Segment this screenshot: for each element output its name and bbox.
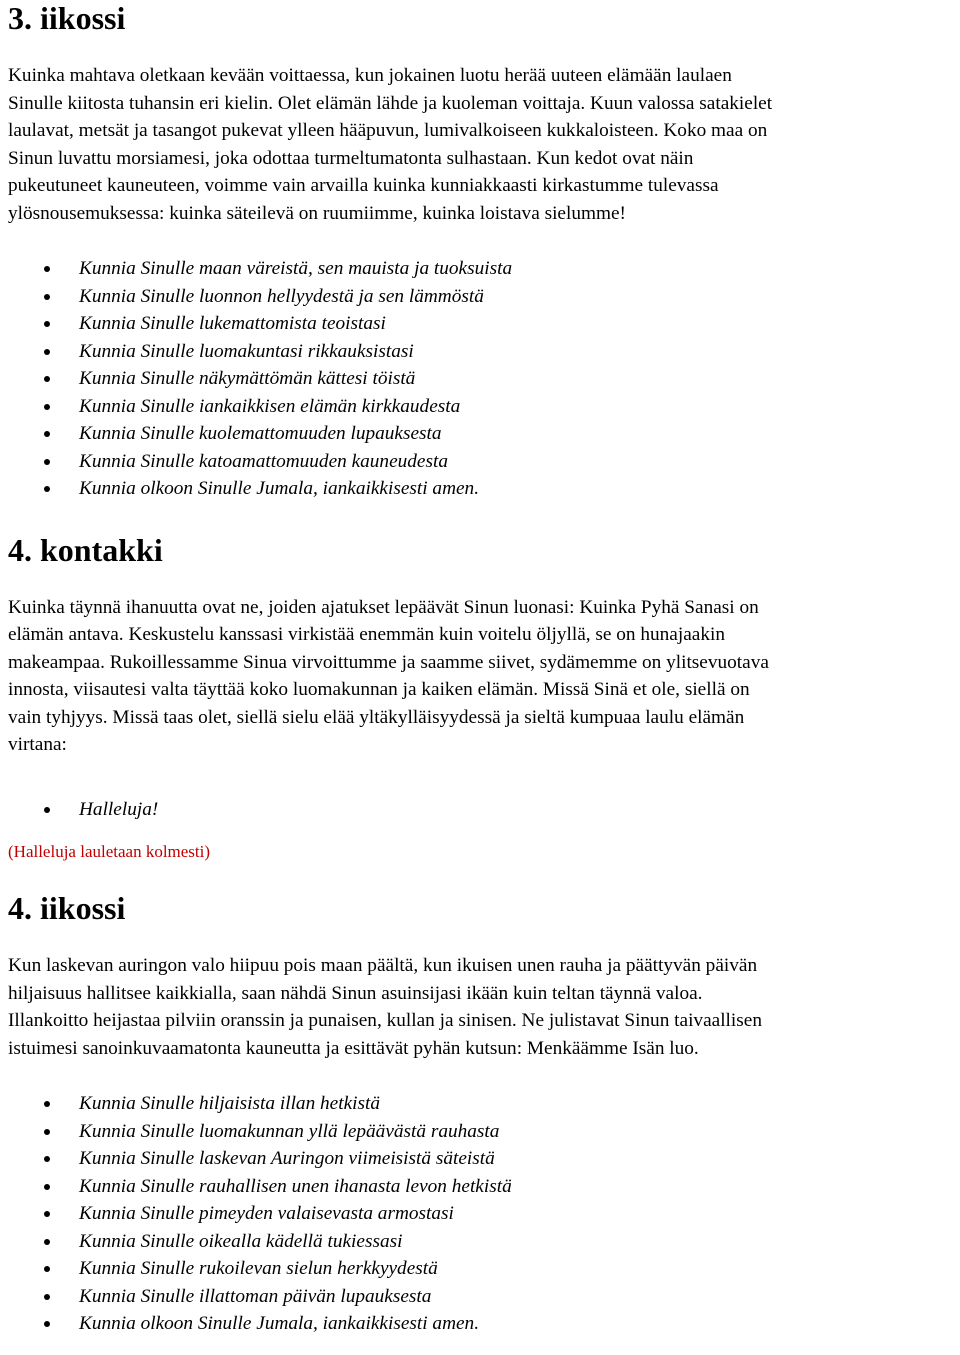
section-paragraph [8, 952, 952, 1062]
list-item: Kunnia Sinulle kuolemattomuuden lupauksesta [8, 420, 952, 448]
halleluja-list [8, 796, 952, 824]
bullet-icon [44, 486, 50, 492]
list-item: Kunnia Sinulle iankaikkisen elämän kirkkaudesta [8, 393, 952, 421]
glory-list [8, 255, 952, 503]
list-item: Kunnia Sinulle illattoman päivän lupauksesta [8, 1283, 952, 1311]
paragraph-line: Sinulle kiitosta tuhansin eri kielin. Olet elämän lähde ja kuoleman voittaja. Kuun valossa satakielet [8, 92, 773, 114]
list-item: Kunnia Sinulle rukoilevan sielun herkkyydestä [8, 1255, 952, 1283]
bullet-icon [44, 459, 50, 465]
bullet-icon [44, 376, 50, 382]
bullet-icon [44, 1211, 50, 1217]
paragraph-line: Kuinka mahtava oletkaan kevään voittaessa, kun jokainen luotu herää uuteen elämään laulaen [8, 65, 732, 86]
bullet-icon [44, 1156, 50, 1162]
paragraph-line: pukeutuneet kauneuteen, voimme vain arvailla kuinka kunniakkaasti kirkastumme tulevassa [8, 175, 719, 196]
bullet-icon [44, 1101, 50, 1107]
bullet-icon [44, 431, 50, 437]
paragraph-line: ylösnousemuksessa: kuinka säteilevä on ruumiimme, kuinka loistava sielumme! [8, 202, 626, 224]
bullet-icon [44, 349, 50, 355]
section-heading: 3. iikossi [8, 0, 126, 36]
glory-list [8, 1090, 952, 1338]
bullet-icon [44, 1294, 50, 1300]
paragraph-line: elämän antava. Keskustelu kanssasi virkistää enemmän kuin voitelu öljyllä, se on hunajaakin [8, 624, 725, 645]
list-item: Kunnia Sinulle luomakunnan yllä lepäävästä rauhasta [8, 1118, 952, 1146]
list-item: Kunnia Sinulle pimeyden valaisevasta armostasi [8, 1200, 952, 1228]
bullet-icon [44, 807, 50, 813]
section-paragraph [8, 62, 952, 227]
section-heading: 4. kontakki [8, 531, 163, 568]
paragraph-line: istuimesi sanoinkuvaamatonta kauneutta ja esittävät pyhän kutsun: Menkäämme Isän luo. [8, 1037, 699, 1059]
list-item: Kunnia Sinulle laskevan Auringon viimeisistä säteistä [8, 1145, 952, 1173]
list-item: Kunnia olkoon Sinulle Jumala, iankaikkisesti amen. [8, 1310, 952, 1338]
bullet-icon [44, 266, 50, 272]
list-item: Kunnia Sinulle rauhallisen unen ihanasta levon hetkistä [8, 1173, 952, 1201]
bullet-icon [44, 294, 50, 300]
list-item: Kunnia Sinulle hiljaisista illan hetkistä [8, 1090, 952, 1118]
bullet-icon [44, 404, 50, 410]
paragraph-line: hiljaisuus hallitsee kaikkialla, saan nähdä Sinun asuinsijasi ikään kuin teltan täynnä valoa. [8, 982, 703, 1004]
section-paragraph [8, 594, 952, 759]
paragraph-line: laulavat, metsät ja tasangot pukevat ylleen hääpuvun, lumivalkoiseen kukkaloisteen. Koko maa on [8, 120, 768, 141]
bullet-icon [44, 321, 50, 327]
list-item: Kunnia Sinulle oikealla kädellä tukiessasi [8, 1228, 952, 1256]
bullet-icon [44, 1184, 50, 1190]
list-item: Kunnia Sinulle luomakuntasi rikkauksistasi [8, 338, 952, 366]
section-heading: 4. iikossi [8, 890, 126, 926]
list-item: Kunnia Sinulle katoamattomuuden kauneudesta [8, 448, 952, 476]
paragraph-line: Kun laskevan auringon valo hiipuu pois maan päältä, kun ikuisen unen rauha ja päättyvän päivän [8, 955, 758, 976]
paragraph-line: makeampaa. Rukoillessamme Sinua virvoittumme ja saamme siivet, sydämemme on ylitsevuotava [8, 651, 769, 673]
list-item: Kunnia Sinulle maan väreistä, sen mauista ja tuoksuista [8, 255, 952, 283]
list-item: Kunnia Sinulle lukemattomista teoistasi [8, 310, 952, 338]
list-item: Kunnia olkoon Sinulle Jumala, iankaikkisesti amen. [8, 475, 952, 503]
paragraph-line: Illankoitto heijastaa pilviin oranssin ja punaisen, kullan ja sinisen. Ne julistavat Sinun taivaallisen [8, 1010, 762, 1031]
paragraph-line: virtana: [8, 734, 67, 755]
paragraph-line: Sinun luvattu morsiamesi, joka odottaa turmeltumatonta sulhastaan. Kun kedot ovat näin [8, 147, 694, 169]
bullet-icon [44, 1266, 50, 1272]
bullet-icon [44, 1239, 50, 1245]
paragraph-line: Kuinka täynnä ihanuutta ovat ne, joiden ajatukset lepäävät Sinun luonasi: Kuinka Pyhä Sanasi on [8, 596, 759, 618]
list-item: Kunnia Sinulle näkymättömän kättesi töistä [8, 365, 952, 393]
paragraph-line: innosta, viisautesi valta täyttää koko luomakunnan ja kaiken elämän. Missä Sinä et ole, siellä on [8, 679, 750, 700]
rubric-note: (Halleluja lauletaan kolmesti) [8, 842, 211, 861]
list-item: Kunnia Sinulle luonnon hellyydestä ja sen lämmöstä [8, 283, 952, 311]
bullet-icon [44, 1129, 50, 1135]
bullet-icon [44, 1321, 50, 1327]
list-item: Halleluja! [8, 796, 952, 824]
paragraph-line: vain tyhjyys. Missä taas olet, siellä sielu elää yltäkylläisyydessä ja sieltä kumpuaa laulu elämän [8, 706, 745, 728]
